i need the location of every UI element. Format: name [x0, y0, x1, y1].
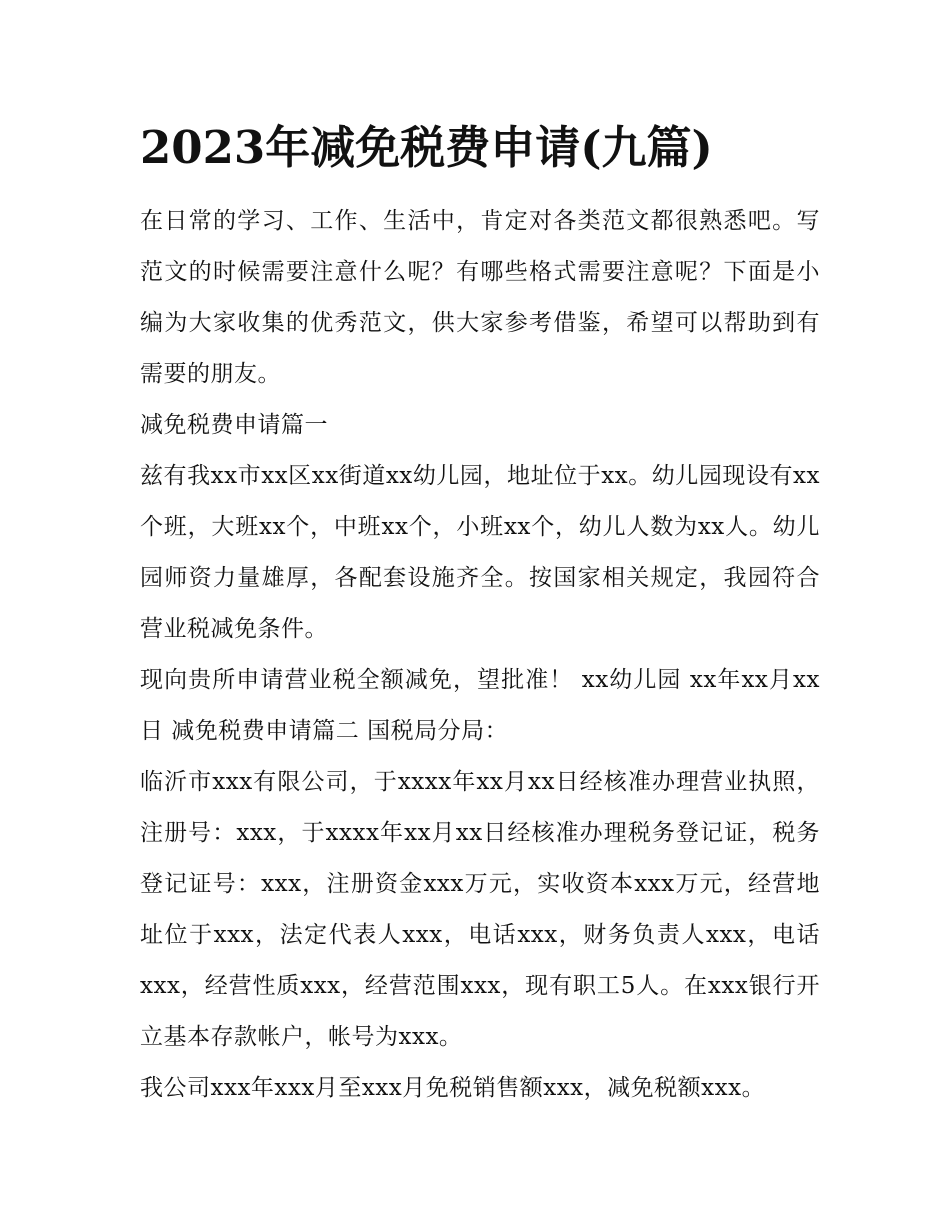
request-paragraph: 现向贵所申请营业税全额减免，望批准！ xx幼儿园 xx年xx月xx日 减免税费申请篇二 国税局分局： — [140, 667, 820, 744]
document-title: 2023年减免税费申请(九篇) — [140, 121, 713, 174]
kindergarten-paragraph: 兹有我xx市xx区xx街道xx幼儿园，地址位于xx。幼儿园现设有xx个班，大班xx个，中班xx个，小班xx个，幼儿人数为xx人。幼儿园师资力量雄厚，各配套设施齐全。按国家相关规定，我园符合营业税减免条件。 — [140, 463, 820, 642]
company-paragraph: 临沂市xxx有限公司，于xxxx年xx月xx日经核准办理营业执照，注册号：xxx，于xxxx年xx月xx日经核准办理税务登记证，税务登记证号：xxx，注册资金xxx万元，实收资本xxx万元，经营地址位于xxx，法定代表人xxx，电话xxx，财务负责人xxx，电话xxx，经营性质xxx，经营范围xxx，现有职工5人。在xxx银行开立基本存款帐户，帐号为xxx。 — [140, 769, 820, 1050]
intro-paragraph: 在日常的学习、工作、生活中，肯定对各类范文都很熟悉吧。写范文的时候需要注意什么呢？有哪些格式需要注意呢？下面是小编为大家收集的优秀范文，供大家参考借鉴，希望可以帮助到有需要的朋友。 — [140, 208, 820, 387]
section-heading-1: 减免税费申请篇一 — [140, 412, 328, 438]
document-body — [140, 196, 820, 1114]
sales-paragraph: 我公司xxx年xxx月至xxx月免税销售额xxx，减免税额xxx。 — [140, 1075, 766, 1101]
